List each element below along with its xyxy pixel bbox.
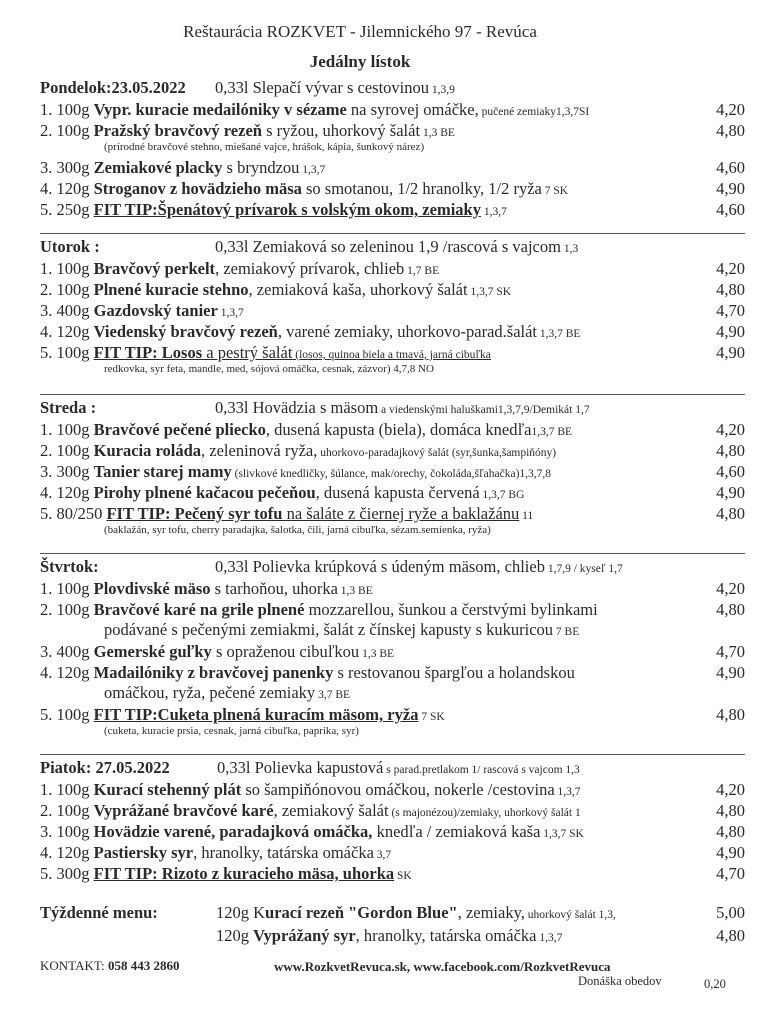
menu-item[interactable] [40, 462, 745, 483]
item-allergens: 1,3,7 BE [531, 426, 573, 438]
item-price: 4,60 [716, 200, 745, 219]
menu-item[interactable] [40, 158, 745, 179]
item-allergens: 7 SK [418, 711, 445, 723]
item-allergens-cont: 7 BE [553, 626, 580, 638]
soup-qty: 0,33l [215, 557, 253, 576]
day-label: Utorok : [40, 237, 100, 256]
weekly-name-initial: K [253, 903, 266, 922]
item-name: Vypr. kuracie medailóniky v sézame [93, 100, 347, 119]
item-description: s tarhoňou, uhorka [210, 579, 338, 598]
item-name: Hovädzie varené, paradajková omáčka, [93, 822, 373, 841]
item-number: 2. [40, 441, 57, 460]
item-number: 1. [40, 780, 57, 799]
item-quantity: 100g [56, 420, 94, 439]
menu-item[interactable] [40, 280, 745, 301]
item-quantity: 300g [56, 158, 94, 177]
item-allergens: 1,3 BE [359, 648, 395, 660]
item-description: s ryžou, uhorkový šalát [261, 121, 421, 140]
day-header [40, 557, 745, 578]
weekly-label: Týždenné menu: [40, 903, 158, 922]
item-price: 4,60 [716, 158, 745, 177]
soup-of-day [215, 78, 455, 100]
item-name: Plnené kuracie stehno [93, 280, 249, 299]
item-note: (cuketa, kuracie prsia, cesnak, jarná cibuľka, paprika, syr) [104, 725, 359, 737]
item-number: 5. [40, 705, 57, 724]
item-number: 4. [40, 179, 57, 198]
weekly-allergens: uhorkový šalát 1,3, [524, 909, 616, 921]
item-allergens: (losos, quinoa biela a tmavá, jarná cibuľka [292, 349, 491, 361]
item-continuation [104, 620, 704, 641]
item-name: Vyprážané bravčové karé [93, 801, 274, 820]
item-name: FIT TIP: Losos [93, 343, 203, 362]
item-number: 4. [40, 663, 57, 682]
item-price: 4,80 [716, 121, 745, 140]
item-description: na syrovej omáčke, [346, 100, 479, 119]
item-quantity: 300g [56, 864, 94, 883]
item-quantity: 100g [56, 280, 94, 299]
menu-item[interactable] [40, 801, 745, 822]
item-name: Stroganov z hovädzieho mäsa [93, 179, 302, 198]
item-description: knedľa / zemiaková kaša [372, 822, 541, 841]
menu-item[interactable] [40, 780, 745, 801]
soup-qty: 0,33l [215, 398, 253, 417]
item-description: , zemiakový prívarok, chlieb [215, 259, 405, 278]
day-label: Pondelok:23.05.2022 [40, 78, 186, 97]
menu-item[interactable] [40, 420, 745, 441]
weekly-price: 4,80 [716, 926, 745, 945]
item-number: 1. [40, 259, 57, 278]
item-allergens: (s majonézou)/zemiaky, uhorkový šalát 1 [388, 807, 581, 819]
soup-of-day [215, 237, 578, 259]
weekly-qty: 120g [216, 926, 254, 945]
item-name: Pastiersky syr [93, 843, 194, 862]
item-name: Gemerské guľky [93, 642, 212, 661]
menu-item[interactable] [40, 301, 745, 322]
menu-item[interactable] [40, 843, 745, 864]
item-description: na šaláte z čiernej ryže a baklažánu [282, 504, 520, 523]
item-allergens: 1,3,7 SK [467, 286, 512, 298]
item-name: FIT TIP: Rizoto z kuracieho mäsa, uhorka [93, 864, 395, 883]
item-number: 5. [40, 343, 57, 362]
item-number: 3. [40, 301, 57, 320]
item-number: 2. [40, 801, 57, 820]
item-quantity: 100g [56, 100, 94, 119]
item-name: Kuracia roláda [93, 441, 202, 460]
item-number: 5. [40, 864, 57, 883]
item-allergens: 1,7 BE [404, 265, 440, 277]
item-description: mozzarellou, šunkou a čerstvými bylinkami [304, 600, 598, 619]
soup-name: Polievka kapustová [254, 758, 384, 777]
item-quantity: 100g [56, 121, 94, 140]
menu-item[interactable] [40, 705, 745, 726]
item-quantity: 120g [56, 179, 94, 198]
item-price: 4,70 [716, 864, 745, 883]
item-allergens: 11 [519, 510, 534, 522]
item-number: 3. [40, 642, 57, 661]
item-price: 4,80 [716, 504, 745, 523]
item-number: 4. [40, 322, 57, 341]
menu-item[interactable] [40, 642, 745, 663]
menu-item[interactable] [40, 579, 745, 600]
item-price: 4,20 [716, 100, 745, 119]
item-name: Bravčové karé na grile plnené [93, 600, 305, 619]
item-name: Pirohy plnené kačacou pečeňou [93, 483, 316, 502]
soup-of-day [215, 398, 590, 420]
weekly-name: urací rezeň "Gordon Blue" [265, 903, 458, 922]
item-allergens: 1,3 BE [420, 127, 455, 139]
weekly-name: Vyprážaný syr [253, 926, 356, 945]
menu-item[interactable] [40, 343, 745, 364]
item-allergens: pučené zemiaky1,3,7SI [478, 106, 590, 118]
item-number: 4. [40, 483, 57, 502]
menu-item[interactable] [40, 322, 745, 343]
item-description: , zemiaková kaša, uhorkový šalát [248, 280, 468, 299]
item-name: Tanier starej mamy [93, 462, 232, 481]
weekly-item-body [216, 926, 562, 948]
item-allergens: 7 SK [541, 185, 569, 197]
menu-item[interactable] [40, 864, 745, 885]
day-header [40, 758, 745, 779]
weekly-price: 5,00 [716, 903, 745, 922]
item-description: s restovanou špargľou a holandskou [333, 663, 575, 682]
item-name: Bravčové pečené pliecko [93, 420, 266, 439]
item-price: 4,20 [716, 420, 745, 439]
item-name: Madailóniky z bravčovej panenky [93, 663, 334, 682]
item-quantity: 100g [56, 780, 94, 799]
item-description: , zemiakový šalát [273, 801, 389, 820]
item-quantity: 100g [56, 705, 94, 724]
day-label: Štvrtok: [40, 557, 99, 576]
section-divider [40, 553, 745, 554]
menu-item[interactable] [40, 179, 745, 200]
contact-phone[interactable]: 058 443 2860 [108, 958, 180, 973]
section-divider [40, 394, 745, 395]
item-note: redkovka, syr feta, mandle, med, sójová omáčka, cesnak, zázvor) 4,7,8 NO [104, 363, 434, 375]
soup-qty: 0,33l [215, 237, 253, 256]
item-name: Kurací stehenný plát [93, 780, 242, 799]
item-price: 4,90 [716, 179, 745, 198]
item-quantity: 120g [56, 663, 94, 682]
item-quantity: 300g [56, 462, 94, 481]
item-description-cont: podávané s pečenými zemiakmi, šalát z čínskej kapusty s kukuricou [104, 620, 554, 639]
item-description: , varené zemiaky, uhorkovo-parad.šalát [277, 322, 538, 341]
item-note: (prírodné bravčové stehno, miešané vajce, hrášok, kápia, šunkový nárez) [104, 141, 425, 153]
item-price: 4,80 [716, 822, 745, 841]
contact-line [40, 958, 180, 974]
item-name: Bravčový perkelt [93, 259, 216, 278]
item-quantity: 250g [56, 200, 94, 219]
item-number: 2. [40, 121, 57, 140]
weekly-item[interactable] [40, 903, 745, 924]
item-quantity: 120g [56, 322, 94, 341]
facebook-link[interactable]: www.facebook.com/RozkvetRevuca [413, 959, 611, 974]
weekly-desc: , zemiaky, [457, 903, 525, 922]
section-divider [40, 754, 745, 755]
soup-qty: 0,33l [217, 758, 255, 777]
day-label: Piatok: 27.05.2022 [40, 758, 170, 777]
item-description: , hranolky, tatárska omáčka [193, 843, 374, 862]
weekly-qty: 120g [216, 903, 254, 922]
item-number: 3. [40, 822, 57, 841]
day-header [40, 237, 745, 258]
item-price: 4,90 [716, 322, 745, 341]
soup-name: Slepačí vývar s cestovinou [252, 78, 430, 97]
item-price: 4,80 [716, 280, 745, 299]
item-name: FIT TIP:Špenátový prívarok s volským okom, zemiaky [93, 200, 481, 219]
menu-item[interactable] [40, 100, 745, 121]
item-name: Pražský bravčový rezeň [93, 121, 262, 140]
item-description: so šampiňónovou omáčkou, nokerle /cestovina [241, 780, 555, 799]
day-label: Streda : [40, 398, 97, 417]
item-name: Plovdivské mäso [93, 579, 211, 598]
menu-title: Jedálny lístok [309, 52, 411, 71]
item-price: 4,90 [716, 343, 745, 362]
item-allergens: 3,7 [373, 849, 392, 861]
item-number: 5. [40, 504, 57, 523]
item-quantity: 100g [56, 801, 94, 820]
item-number: 1. [40, 100, 57, 119]
item-price: 4,90 [716, 483, 745, 502]
item-description-cont: omáčkou, ryža, pečené zemiaky [104, 683, 316, 702]
item-price: 4,90 [716, 663, 745, 682]
item-number: 1. [40, 420, 57, 439]
item-allergens: 1,3,7 [480, 206, 507, 218]
item-price: 4,80 [716, 441, 745, 460]
item-allergens: (slivkové knedličky, šúlance, mak/orechy, čokoláda,šľahačka)1,3,7,8 [231, 468, 552, 480]
contact-label: KONTAKT: [40, 958, 105, 973]
item-allergens: 1,3 BE [337, 585, 373, 597]
item-number: 2. [40, 280, 57, 299]
weekly-item-body [216, 903, 616, 925]
item-name: FIT TIP: Pečený syr tofu [106, 504, 283, 523]
item-description: s opraženou cibuľkou [211, 642, 360, 661]
item-quantity: 100g [56, 600, 94, 619]
delivery-price: 0,20 [704, 977, 726, 991]
soup-of-day [217, 758, 580, 780]
item-price: 4,80 [716, 600, 745, 619]
soup-allergens: 1,3,9 [429, 84, 455, 96]
item-price: 4,70 [716, 301, 745, 320]
item-allergens: 1,3,7 BE [537, 328, 581, 340]
item-price: 4,90 [716, 843, 745, 862]
item-allergens: 1,3,7 SK [540, 828, 584, 840]
item-description: , dusená kapusta (biela), domáca knedľa [265, 420, 532, 439]
soup-name: Zemiaková so zeleninou 1,9 /rascová s vajcom [252, 237, 561, 256]
item-quantity: 100g [56, 822, 94, 841]
website-link[interactable]: www.RozkvetRevuca.sk, [274, 959, 411, 974]
item-name: Zemiakové placky [93, 158, 223, 177]
menu-item[interactable] [40, 121, 745, 142]
item-quantity: 100g [56, 579, 94, 598]
item-allergens: uhorkovo-paradajkový šalát (syr,šunka,šampiňóny) [317, 447, 557, 459]
item-quantity: 120g [56, 483, 94, 502]
item-allergens: 1,3,7 [299, 164, 326, 176]
item-number: 3. [40, 158, 57, 177]
item-description: , zeleninová ryža, [201, 441, 318, 460]
soup-allergens: 1,7,9 / kyseľ 1,7 [544, 563, 623, 575]
item-note: (baklažán, syr tofu, cherry paradajka, šalotka, čili, jarná cibuľka, sézam.semienka, ryža) [104, 524, 491, 536]
weekly-item[interactable] [40, 926, 745, 947]
menu-item[interactable] [40, 200, 745, 221]
menu-item[interactable] [40, 441, 745, 462]
item-quantity: 120g [56, 843, 94, 862]
weekly-allergens: 1,3,7 [536, 932, 563, 944]
soup-allergens: 1,3 [560, 243, 579, 255]
delivery-label: Donáška obedov [578, 974, 662, 988]
item-number: 2. [40, 600, 57, 619]
item-name: Viedenský bravčový rezeň [93, 322, 278, 341]
menu-item[interactable] [40, 504, 745, 525]
item-quantity: 80/250 [56, 504, 107, 523]
weekly-desc: , hranolky, tatárska omáčka [355, 926, 537, 945]
restaurant-header: Reštaurácia ROZKVET - Jilemnického 97 - Revúca [183, 22, 537, 41]
menu-item[interactable] [40, 483, 745, 504]
menu-item[interactable] [40, 663, 745, 684]
day-header [40, 78, 745, 99]
item-allergens: SK [394, 870, 412, 882]
soup-of-day [215, 557, 623, 579]
item-continuation [104, 683, 704, 704]
soup-qty: 0,33l [215, 78, 253, 97]
item-description: a pestrý šalát [202, 343, 293, 362]
item-price: 4,20 [716, 259, 745, 278]
soup-allergens: s parad.pretlakom 1/ rascová s vajcom 1,3 [383, 764, 580, 776]
item-price: 4,80 [716, 801, 745, 820]
item-price: 4,70 [716, 642, 745, 661]
item-description: so smotanou, 1/2 hranolky, 1/2 ryža [301, 179, 542, 198]
item-price: 4,80 [716, 705, 745, 724]
menu-item[interactable] [40, 822, 745, 843]
item-number: 4. [40, 843, 57, 862]
soup-name: Hovädzia s mäsom [252, 398, 379, 417]
item-price: 4,20 [716, 780, 745, 799]
item-allergens: 1,3,7 BG [479, 489, 525, 501]
soup-allergens: a viedenskými haluškami1,3,7,9/Demikát 1,7 [378, 404, 590, 416]
item-allergens-cont: 3,7 BE [315, 689, 351, 701]
web-links [274, 959, 611, 975]
soup-name: Polievka krúpková s údeným mäsom, chlieb [252, 557, 545, 576]
item-number: 3. [40, 462, 57, 481]
menu-item[interactable] [40, 600, 745, 621]
item-quantity: 100g [56, 441, 94, 460]
day-header [40, 398, 745, 419]
item-quantity: 100g [56, 343, 94, 362]
item-description: , dusená kapusta červená [315, 483, 480, 502]
menu-item[interactable] [40, 259, 745, 280]
item-quantity: 100g [56, 259, 94, 278]
item-allergens: 1,3,7 [554, 786, 581, 798]
item-description: s bryndzou [222, 158, 300, 177]
item-price: 4,60 [716, 462, 745, 481]
item-quantity: 400g [56, 642, 94, 661]
item-number: 5. [40, 200, 57, 219]
item-name: FIT TIP:Cuketa plnená kuracím mäsom, ryža [93, 705, 419, 724]
item-number: 1. [40, 579, 57, 598]
item-price: 4,20 [716, 579, 745, 598]
item-allergens: 1,3,7 [217, 307, 244, 319]
item-quantity: 400g [56, 301, 94, 320]
section-divider [40, 233, 745, 234]
item-name: Gazdovský tanier [93, 301, 218, 320]
